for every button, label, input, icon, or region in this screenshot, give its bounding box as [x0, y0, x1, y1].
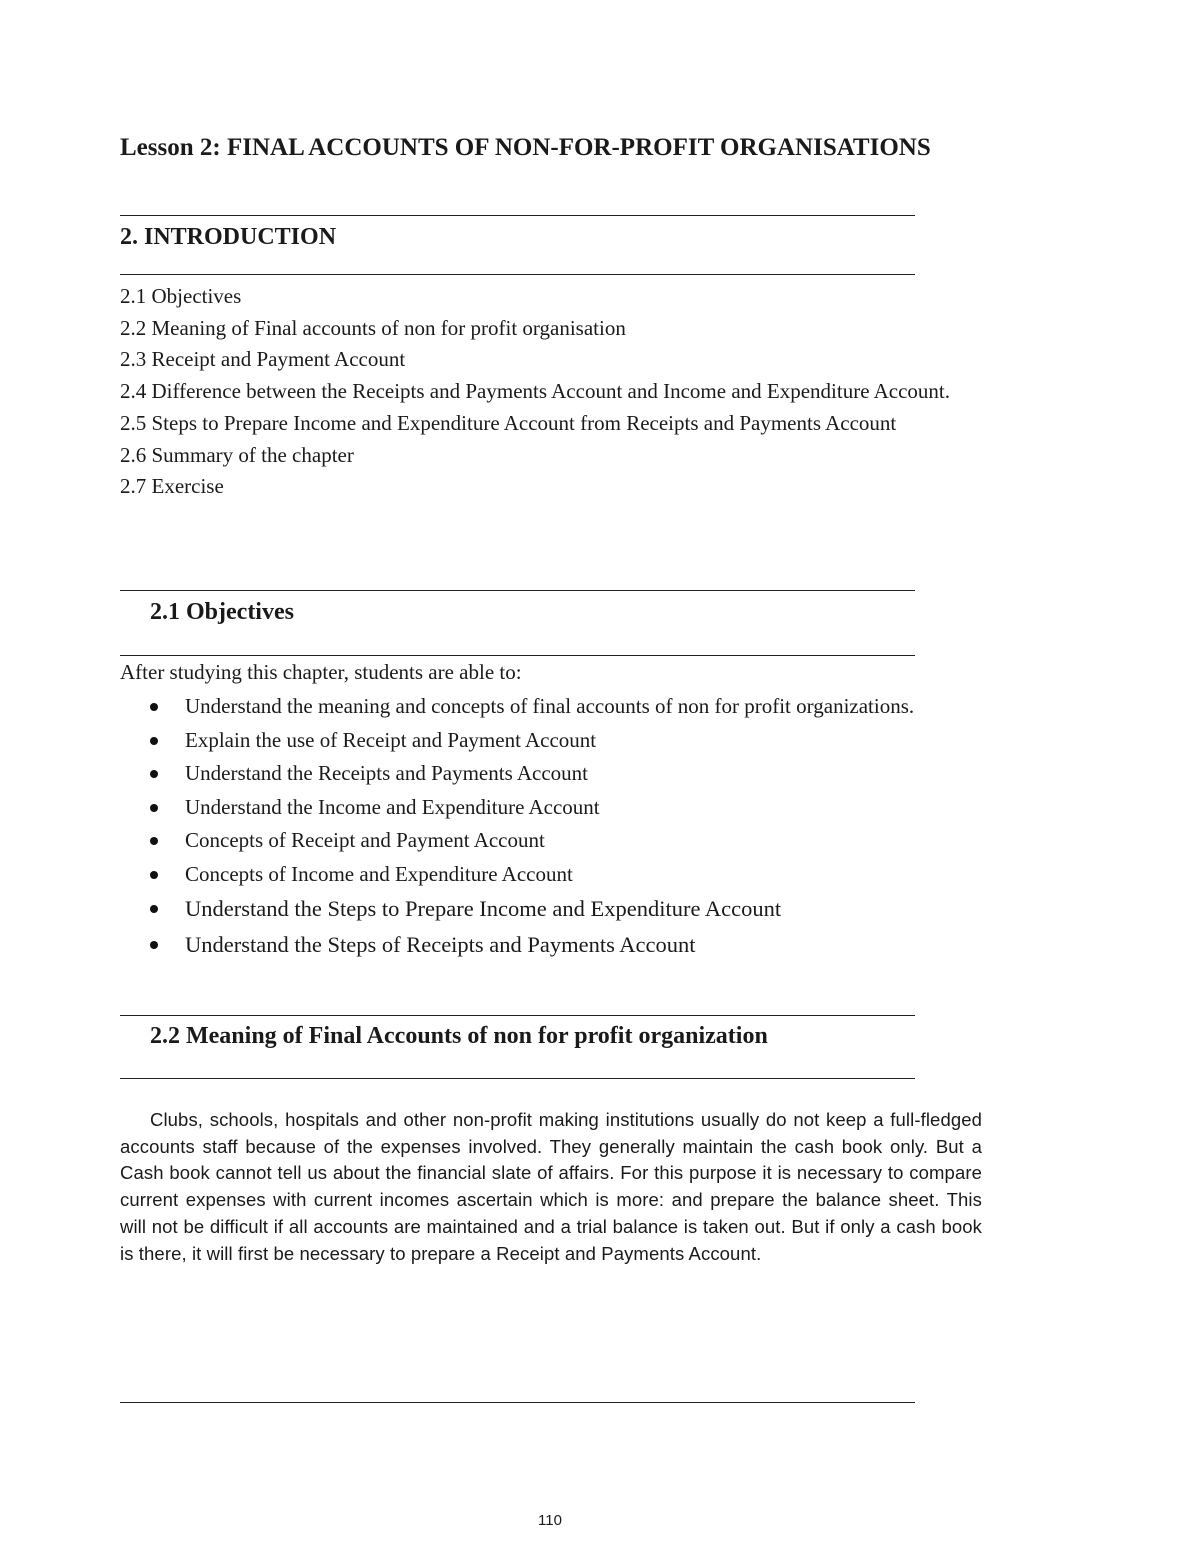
meaning-paragraph: Clubs, schools, hospitals and other non-profit making institutions usually do not keep a full-fledged accounts staff because of the expenses involved. They generally maintain the cash book only. But a Cash book cannot tell us about the financial slate of affairs. For this purpose it is necessary to compare current expenses with current incomes ascertain which is more: and prepare the balance sheet. This will not be difficult if all accounts are maintained and a trial balance is taken out. But if only a cash book is there, it will first be necessary to prepare a Receipt and Payments Account. — [120, 1109, 982, 1264]
meaning-heading: 2.2 Meaning of Final Accounts of non for profit organization — [150, 1023, 768, 1049]
table-of-contents — [120, 281, 982, 503]
bullet-icon — [150, 703, 158, 711]
objectives-heading: 2.1 Objectives — [150, 599, 294, 625]
toc-item: 2.1 Objectives — [120, 284, 242, 308]
toc-item: 2.6 Summary of the chapter — [120, 442, 354, 467]
list-item — [150, 792, 982, 824]
list-item — [150, 859, 982, 891]
bullet-icon — [150, 837, 158, 845]
toc-item: 2.5 Steps to Prepare Income and Expenditure Account from Receipts and Payments Account — [120, 410, 897, 435]
toc-item: 2.7 Exercise — [120, 474, 224, 499]
bullet-icon — [150, 905, 158, 913]
objective-text: Understand the meaning and concepts of final accounts of non for profit organizations. — [185, 694, 915, 718]
toc-item: 2.2 Meaning of Final accounts of non for profit organisation — [120, 315, 626, 340]
objectives-intro: After studying this chapter, students are able to: — [120, 660, 522, 684]
divider — [120, 1015, 915, 1016]
list-item — [150, 691, 982, 723]
divider — [120, 215, 915, 216]
objective-text: Understand the Income and Expenditure Account — [185, 794, 600, 819]
list-item — [150, 725, 982, 757]
bullet-icon — [150, 737, 158, 745]
bullet-icon — [150, 941, 158, 949]
divider — [120, 274, 915, 275]
divider — [120, 655, 915, 656]
list-item — [150, 928, 982, 962]
objective-text: Understand the Steps to Prepare Income and Expenditure Account — [185, 896, 782, 921]
bullet-icon — [150, 804, 158, 812]
objective-text: Understand the Steps of Receipts and Payments Account — [185, 931, 696, 957]
list-item — [150, 825, 982, 857]
toc-item: 2.4 Difference between the Receipts and Payments Account and Income and Expenditure Account. — [120, 379, 951, 404]
objectives-list — [150, 691, 982, 963]
divider — [120, 590, 915, 591]
list-item — [150, 758, 982, 790]
objective-text: Understand the Receipts and Payments Account — [185, 761, 588, 785]
page-number: 110 — [538, 1512, 562, 1529]
lesson-title: Lesson 2: FINAL ACCOUNTS OF NON-FOR-PROFIT ORGANISATIONS — [120, 134, 931, 161]
intro-heading: 2. INTRODUCTION — [120, 224, 337, 250]
divider — [120, 1078, 915, 1079]
bullet-icon — [150, 770, 158, 778]
toc-item: 2.3 Receipt and Payment Account — [120, 347, 406, 372]
objective-text: Explain the use of Receipt and Payment Account — [185, 727, 597, 752]
list-item — [150, 892, 982, 926]
footer-divider — [120, 1402, 915, 1403]
objective-text: Concepts of Receipt and Payment Account — [185, 828, 545, 852]
objective-text: Concepts of Income and Expenditure Account — [185, 861, 573, 886]
bullet-icon — [150, 871, 158, 879]
